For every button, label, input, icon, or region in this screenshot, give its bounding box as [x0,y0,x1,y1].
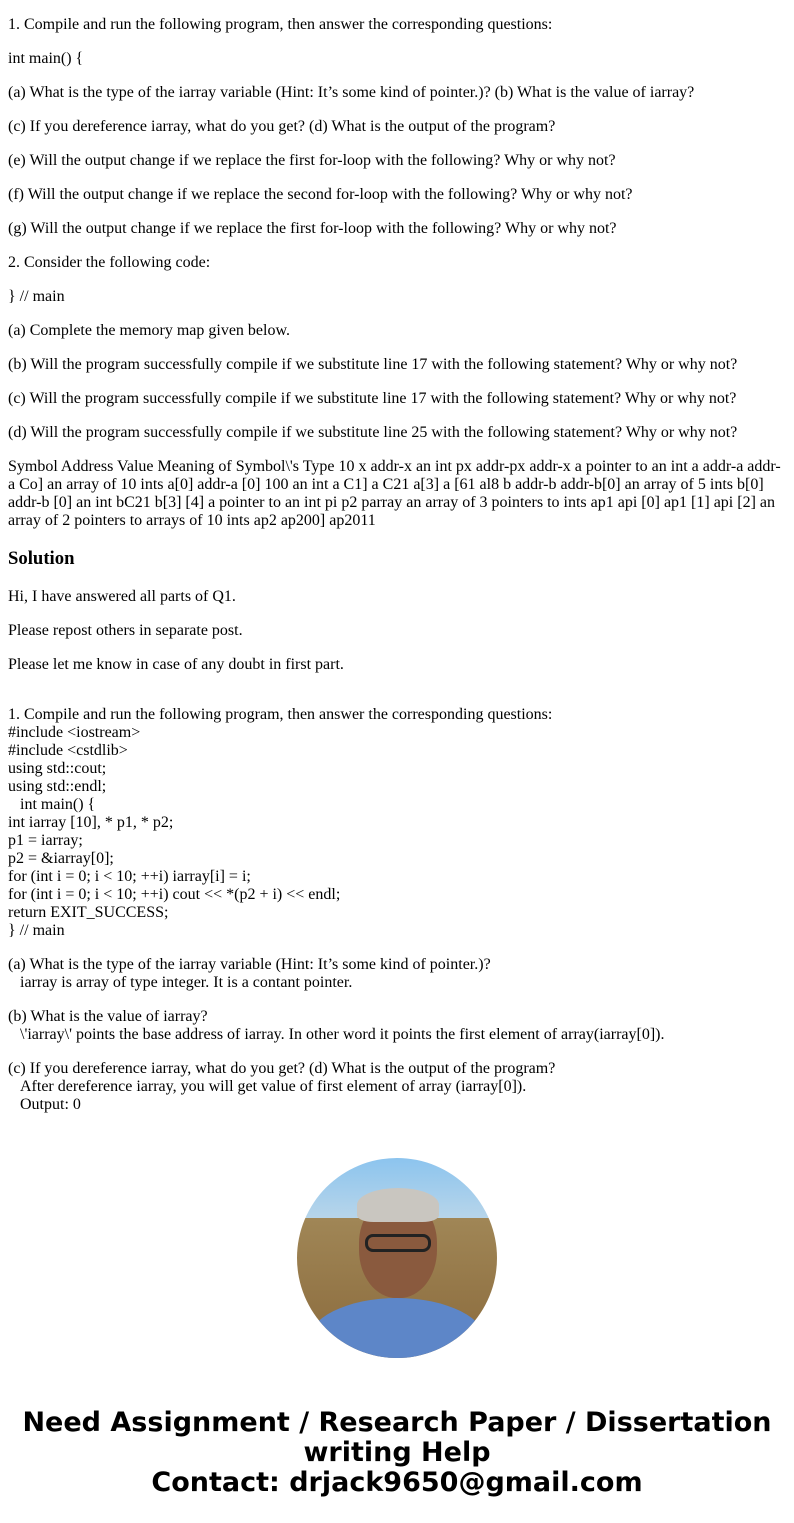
author-photo [297,1158,497,1358]
code-line: using std::endl; [8,778,107,795]
code-block [8,706,786,940]
code-line: p2 = &iarray[0]; [8,850,114,867]
code-line: int iarray [10], * p1, * p2; [8,814,174,831]
answer-cd [8,1060,786,1114]
code-line: using std::cout; [8,760,107,777]
code-line: #include <cstdlib> [8,742,128,759]
code-line: } // main [8,922,65,939]
answer-a [8,956,786,992]
question-text: } // main [8,288,65,305]
memory-map-text: Symbol Address Value Meaning of Symbol\'s Type 10 x addr-x an int px addr-px addr-x a pointer to an int a addr-a addr-a Co] an array of 10 ints a[0] addr-a [0] 100 an int a C1] a C21 a[3] a [61 al8 b addr-b addr-b[0] an array of 5 ints b[0] addr-b [0] an int bC21 b[3] [4] a pointer to an int pi p2 parray an array of 3 pointers to ints ap1 api [0] ap1 [1] api [2] an array of 2 pointers to arrays of 10 ints ap2 ap200] ap2011 [8,458,781,529]
contact-banner [8,1408,786,1498]
solution-heading: Solution [8,548,75,569]
intro-text: Hi, I have answered all parts of Q1. [8,588,236,605]
answer-b [8,1008,786,1044]
question-text: 2. Consider the following code: [8,254,211,271]
code-line: p1 = iarray; [8,832,83,849]
code-line: return EXIT_SUCCESS; [8,904,169,921]
code-line: int main() { [8,796,96,813]
code-line: #include <iostream> [8,724,141,741]
question-text: (e) Will the output change if we replace the first for-loop with the following? Why or why not? [8,152,616,169]
photo-hair [357,1188,439,1222]
question-text: (g) Will the output change if we replace the first for-loop with the following? Why or why not? [8,220,617,237]
code-line: for (int i = 0; i < 10; ++i) cout << *(p2 + i) << endl; [8,886,341,903]
question-text: 1. Compile and run the following program, then answer the corresponding questions: [8,16,553,33]
question-text: (f) Will the output change if we replace the second for-loop with the following? Why or why not? [8,186,633,203]
question-text: (a) Complete the memory map given below. [8,322,290,339]
banner-contact: Contact: drjack9650@gmail.com [151,1467,643,1498]
question-text: (c) Will the program successfully compile if we substitute line 17 with the following statement? Why or why not? [8,390,737,407]
question-text: int main() { [8,50,84,67]
code-line: 1. Compile and run the following program, then answer the corresponding questions: [8,706,553,723]
question-text: (b) Will the program successfully compile if we substitute line 17 with the following statement? Why or why not? [8,356,738,373]
answer-text: iarray is array of type integer. It is a contant pointer. [8,974,353,991]
banner-headline: Need Assignment / Research Paper / Dissertation writing Help [22,1407,772,1468]
answer-text: \'iarray\' points the base address of iarray. In other word it points the first element of array(iarray[0]). [8,1026,665,1043]
intro-text: Please let me know in case of any doubt in first part. [8,656,344,673]
code-line: for (int i = 0; i < 10; ++i) iarray[i] = i; [8,868,251,885]
question-text: (d) Will the program successfully compile if we substitute line 25 with the following statement? Why or why not? [8,424,738,441]
answer-text: After dereference iarray, you will get value of first element of array (iarray[0]). [8,1078,527,1095]
answer-output: Output: 0 [8,1096,81,1113]
question-text: (a) What is the type of the iarray variable (Hint: It’s some kind of pointer.)? (b) What is the value of iarray? [8,84,695,101]
answer-question: (b) What is the value of iarray? [8,1008,208,1025]
intro-text: Please repost others in separate post. [8,622,243,639]
answer-question: (a) What is the type of the iarray variable (Hint: It’s some kind of pointer.)? [8,956,491,973]
photo-glasses [365,1234,431,1252]
question-section [8,16,786,530]
question-text: (c) If you dereference iarray, what do you get? (d) What is the output of the program? [8,118,556,135]
answer-question: (c) If you dereference iarray, what do you get? (d) What is the output of the program? [8,1060,556,1077]
photo-shirt [307,1298,487,1358]
